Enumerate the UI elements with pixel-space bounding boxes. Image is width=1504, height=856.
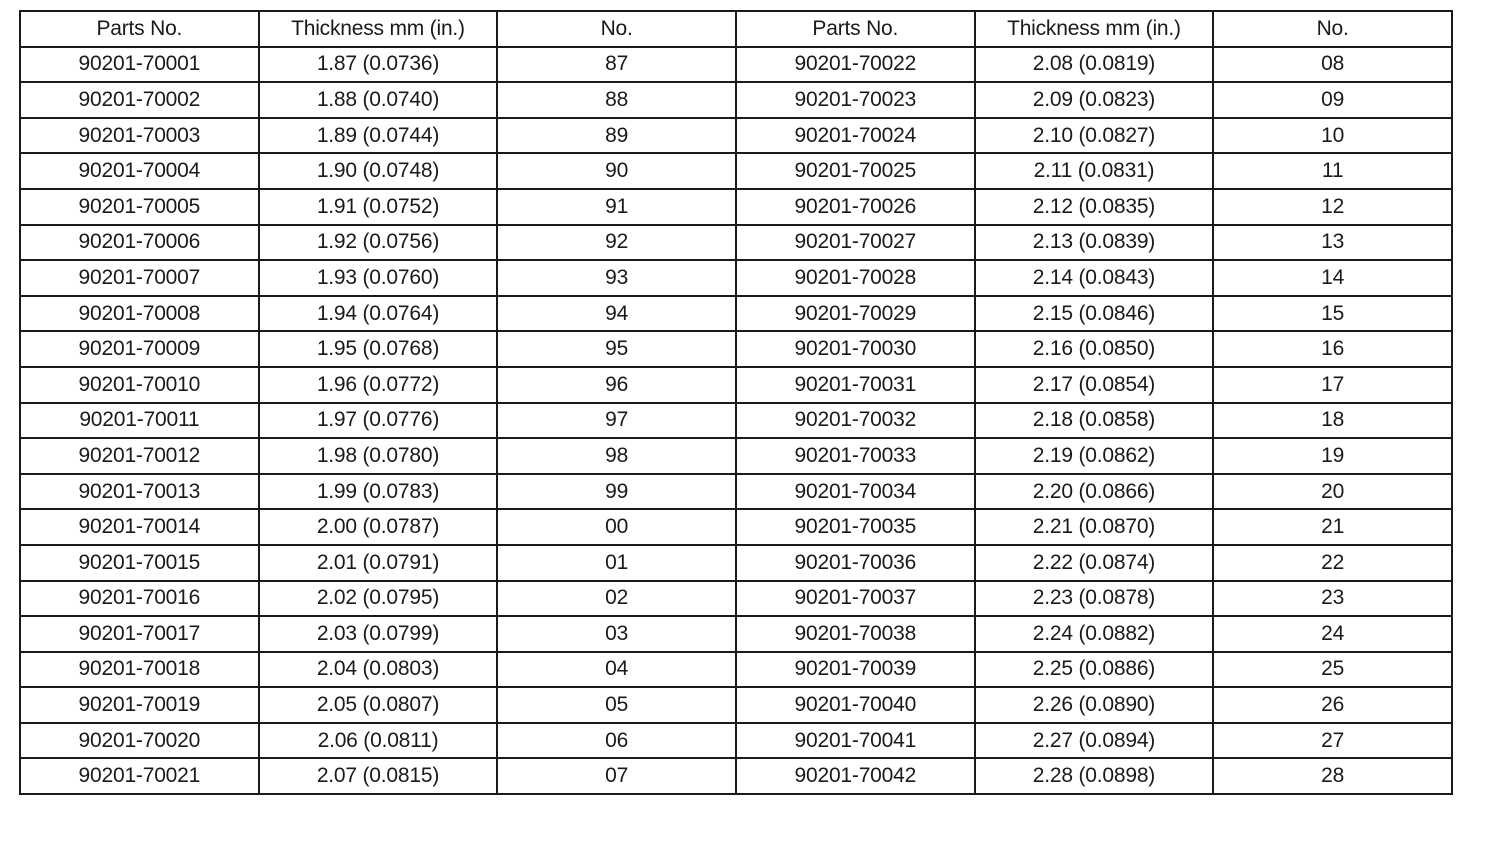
code-no-cell: 97 <box>497 403 736 439</box>
parts-no-cell: 90201-70022 <box>736 47 975 83</box>
table-row <box>20 545 1452 581</box>
thickness-cell: 2.21 (0.0870) <box>975 509 1214 545</box>
parts-no-cell: 90201-70038 <box>736 616 975 652</box>
parts-thickness-table <box>19 10 1453 795</box>
code-no-cell: 14 <box>1213 260 1452 296</box>
thickness-cell: 2.28 (0.0898) <box>975 758 1214 794</box>
parts-no-cell: 90201-70001 <box>20 47 259 83</box>
code-no-cell: 09 <box>1213 82 1452 118</box>
thickness-cell: 1.98 (0.0780) <box>259 438 498 474</box>
table-row <box>20 82 1452 118</box>
thickness-cell: 2.08 (0.0819) <box>975 47 1214 83</box>
table-row <box>20 652 1452 688</box>
table-row <box>20 474 1452 510</box>
parts-no-cell: 90201-70020 <box>20 723 259 759</box>
code-no-cell: 00 <box>497 509 736 545</box>
table-row <box>20 331 1452 367</box>
parts-no-cell: 90201-70014 <box>20 509 259 545</box>
thickness-cell: 2.19 (0.0862) <box>975 438 1214 474</box>
table-body <box>20 47 1452 794</box>
code-no-cell: 92 <box>497 225 736 261</box>
code-no-cell: 91 <box>497 189 736 225</box>
code-no-cell: 12 <box>1213 189 1452 225</box>
code-no-cell: 28 <box>1213 758 1452 794</box>
thickness-cell: 1.93 (0.0760) <box>259 260 498 296</box>
code-no-cell: 87 <box>497 47 736 83</box>
parts-no-cell: 90201-70017 <box>20 616 259 652</box>
thickness-cell: 2.10 (0.0827) <box>975 118 1214 154</box>
thickness-cell: 2.05 (0.0807) <box>259 687 498 723</box>
parts-no-cell: 90201-70028 <box>736 260 975 296</box>
parts-no-cell: 90201-70012 <box>20 438 259 474</box>
parts-no-cell: 90201-70019 <box>20 687 259 723</box>
code-no-cell: 22 <box>1213 545 1452 581</box>
thickness-cell: 2.02 (0.0795) <box>259 581 498 617</box>
parts-no-cell: 90201-70016 <box>20 581 259 617</box>
code-no-cell: 10 <box>1213 118 1452 154</box>
parts-no-cell: 90201-70010 <box>20 367 259 403</box>
table-row <box>20 723 1452 759</box>
code-no-cell: 27 <box>1213 723 1452 759</box>
parts-no-cell: 90201-70042 <box>736 758 975 794</box>
thickness-cell: 1.88 (0.0740) <box>259 82 498 118</box>
table-row <box>20 509 1452 545</box>
parts-no-cell: 90201-70036 <box>736 545 975 581</box>
code-no-cell: 96 <box>497 367 736 403</box>
code-no-cell: 18 <box>1213 403 1452 439</box>
table-row <box>20 616 1452 652</box>
thickness-cell: 1.94 (0.0764) <box>259 296 498 332</box>
code-no-cell: 17 <box>1213 367 1452 403</box>
parts-no-cell: 90201-70004 <box>20 153 259 189</box>
table-row <box>20 260 1452 296</box>
parts-no-cell: 90201-70031 <box>736 367 975 403</box>
thickness-cell: 1.87 (0.0736) <box>259 47 498 83</box>
parts-no-cell: 90201-70003 <box>20 118 259 154</box>
code-no-cell: 95 <box>497 331 736 367</box>
parts-no-cell: 90201-70006 <box>20 225 259 261</box>
thickness-cell: 2.07 (0.0815) <box>259 758 498 794</box>
thickness-cell: 2.13 (0.0839) <box>975 225 1214 261</box>
code-no-cell: 94 <box>497 296 736 332</box>
header-thickness-left: Thickness mm (in.) <box>259 11 498 47</box>
code-no-cell: 11 <box>1213 153 1452 189</box>
parts-no-cell: 90201-70025 <box>736 153 975 189</box>
thickness-cell: 2.20 (0.0866) <box>975 474 1214 510</box>
code-no-cell: 05 <box>497 687 736 723</box>
table-row <box>20 153 1452 189</box>
code-no-cell: 25 <box>1213 652 1452 688</box>
header-no-right: No. <box>1213 11 1452 47</box>
parts-no-cell: 90201-70039 <box>736 652 975 688</box>
code-no-cell: 24 <box>1213 616 1452 652</box>
parts-no-cell: 90201-70026 <box>736 189 975 225</box>
table-row <box>20 687 1452 723</box>
thickness-cell: 2.06 (0.0811) <box>259 723 498 759</box>
parts-no-cell: 90201-70041 <box>736 723 975 759</box>
parts-no-cell: 90201-70029 <box>736 296 975 332</box>
parts-no-cell: 90201-70015 <box>20 545 259 581</box>
thickness-cell: 1.95 (0.0768) <box>259 331 498 367</box>
parts-no-cell: 90201-70007 <box>20 260 259 296</box>
thickness-cell: 2.03 (0.0799) <box>259 616 498 652</box>
table-row <box>20 403 1452 439</box>
thickness-cell: 2.04 (0.0803) <box>259 652 498 688</box>
parts-no-cell: 90201-70035 <box>736 509 975 545</box>
parts-no-cell: 90201-70032 <box>736 403 975 439</box>
table-row <box>20 118 1452 154</box>
parts-no-cell: 90201-70034 <box>736 474 975 510</box>
thickness-cell: 2.17 (0.0854) <box>975 367 1214 403</box>
code-no-cell: 03 <box>497 616 736 652</box>
thickness-cell: 2.23 (0.0878) <box>975 581 1214 617</box>
parts-no-cell: 90201-70008 <box>20 296 259 332</box>
thickness-cell: 1.97 (0.0776) <box>259 403 498 439</box>
parts-no-cell: 90201-70030 <box>736 331 975 367</box>
code-no-cell: 20 <box>1213 474 1452 510</box>
parts-no-cell: 90201-70040 <box>736 687 975 723</box>
parts-no-cell: 90201-70027 <box>736 225 975 261</box>
code-no-cell: 15 <box>1213 296 1452 332</box>
thickness-cell: 2.26 (0.0890) <box>975 687 1214 723</box>
table-row <box>20 367 1452 403</box>
table-row <box>20 225 1452 261</box>
header-no-left: No. <box>497 11 736 47</box>
thickness-cell: 1.96 (0.0772) <box>259 367 498 403</box>
thickness-cell: 2.12 (0.0835) <box>975 189 1214 225</box>
code-no-cell: 98 <box>497 438 736 474</box>
code-no-cell: 01 <box>497 545 736 581</box>
parts-no-cell: 90201-70024 <box>736 118 975 154</box>
code-no-cell: 99 <box>497 474 736 510</box>
thickness-cell: 2.24 (0.0882) <box>975 616 1214 652</box>
parts-no-cell: 90201-70018 <box>20 652 259 688</box>
thickness-cell: 2.11 (0.0831) <box>975 153 1214 189</box>
thickness-cell: 2.22 (0.0874) <box>975 545 1214 581</box>
code-no-cell: 19 <box>1213 438 1452 474</box>
thickness-cell: 2.14 (0.0843) <box>975 260 1214 296</box>
code-no-cell: 93 <box>497 260 736 296</box>
thickness-cell: 1.92 (0.0756) <box>259 225 498 261</box>
parts-no-cell: 90201-70013 <box>20 474 259 510</box>
thickness-cell: 1.90 (0.0748) <box>259 153 498 189</box>
parts-no-cell: 90201-70023 <box>736 82 975 118</box>
thickness-cell: 2.00 (0.0787) <box>259 509 498 545</box>
thickness-cell: 2.16 (0.0850) <box>975 331 1214 367</box>
header-parts-no-left: Parts No. <box>20 11 259 47</box>
table-row <box>20 189 1452 225</box>
table-header-row <box>20 11 1452 47</box>
header-parts-no-right: Parts No. <box>736 11 975 47</box>
parts-no-cell: 90201-70009 <box>20 331 259 367</box>
parts-no-cell: 90201-70011 <box>20 403 259 439</box>
parts-no-cell: 90201-70021 <box>20 758 259 794</box>
table-row <box>20 581 1452 617</box>
code-no-cell: 16 <box>1213 331 1452 367</box>
table-row <box>20 438 1452 474</box>
thickness-cell: 1.91 (0.0752) <box>259 189 498 225</box>
code-no-cell: 89 <box>497 118 736 154</box>
thickness-cell: 2.25 (0.0886) <box>975 652 1214 688</box>
parts-thickness-table-container <box>19 10 1451 795</box>
parts-no-cell: 90201-70033 <box>736 438 975 474</box>
code-no-cell: 06 <box>497 723 736 759</box>
code-no-cell: 08 <box>1213 47 1452 83</box>
parts-no-cell: 90201-70037 <box>736 581 975 617</box>
table-row <box>20 296 1452 332</box>
thickness-cell: 2.18 (0.0858) <box>975 403 1214 439</box>
parts-no-cell: 90201-70005 <box>20 189 259 225</box>
code-no-cell: 90 <box>497 153 736 189</box>
parts-no-cell: 90201-70002 <box>20 82 259 118</box>
code-no-cell: 04 <box>497 652 736 688</box>
code-no-cell: 21 <box>1213 509 1452 545</box>
thickness-cell: 1.99 (0.0783) <box>259 474 498 510</box>
thickness-cell: 2.01 (0.0791) <box>259 545 498 581</box>
thickness-cell: 1.89 (0.0744) <box>259 118 498 154</box>
code-no-cell: 07 <box>497 758 736 794</box>
thickness-cell: 2.27 (0.0894) <box>975 723 1214 759</box>
thickness-cell: 2.09 (0.0823) <box>975 82 1214 118</box>
thickness-cell: 2.15 (0.0846) <box>975 296 1214 332</box>
header-thickness-right: Thickness mm (in.) <box>975 11 1214 47</box>
table-row <box>20 758 1452 794</box>
code-no-cell: 23 <box>1213 581 1452 617</box>
code-no-cell: 88 <box>497 82 736 118</box>
code-no-cell: 02 <box>497 581 736 617</box>
code-no-cell: 13 <box>1213 225 1452 261</box>
table-row <box>20 47 1452 83</box>
code-no-cell: 26 <box>1213 687 1452 723</box>
